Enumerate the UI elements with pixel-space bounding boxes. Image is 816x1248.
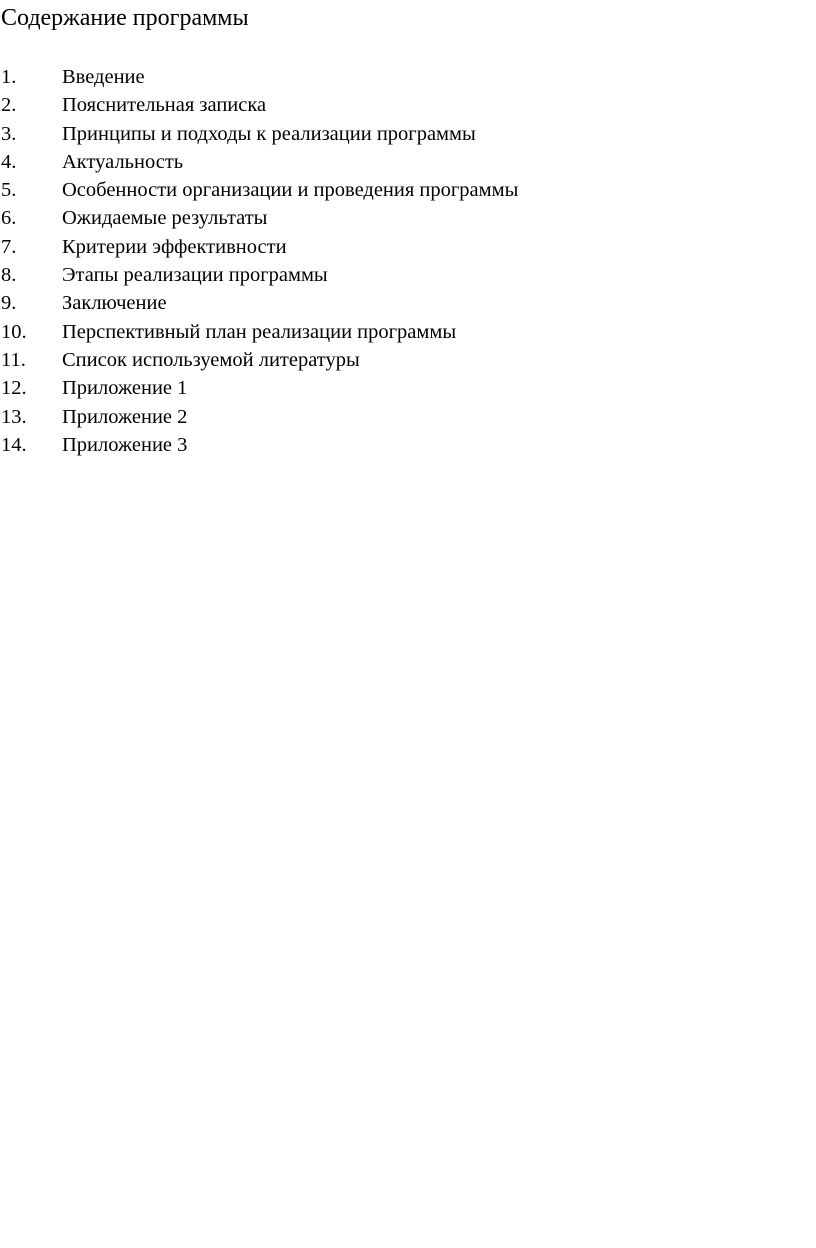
toc-item-number: 5. <box>1 179 17 202</box>
toc-item-label: Приложение 3 <box>62 433 188 456</box>
toc-item-label: Введение <box>62 66 145 88</box>
toc-item-label: Приложение 2 <box>62 405 188 428</box>
toc-item-number: 3. <box>1 122 17 145</box>
toc-item-number: 14. <box>1 433 27 456</box>
toc-item <box>1 374 518 402</box>
toc-item-number: 13. <box>1 405 27 428</box>
toc-item <box>1 233 518 261</box>
toc-item <box>1 91 518 119</box>
toc-item <box>1 204 518 232</box>
toc-item-number: 2. <box>1 94 17 117</box>
toc-item-number: 8. <box>1 264 17 287</box>
toc-item-number: 4. <box>1 150 17 173</box>
toc-item-number: 1. <box>1 66 17 88</box>
toc-item <box>1 289 518 317</box>
toc-item-label: Принципы и подходы к реализации программы <box>62 122 476 145</box>
toc-item <box>1 63 518 91</box>
toc-item-label: Ожидаемые результаты <box>62 207 268 230</box>
toc-item-label: Этапы реализации программы <box>62 264 328 287</box>
toc-item <box>1 346 518 374</box>
toc-item-label: Актуальность <box>62 150 184 173</box>
toc-item-number: 7. <box>1 235 17 258</box>
toc-item <box>1 176 518 204</box>
toc-item-label: Особенности организации и проведения программы <box>62 179 519 202</box>
page-title: Содержание программы <box>1 5 249 31</box>
toc-item <box>1 120 518 148</box>
toc-item-number: 10. <box>1 320 27 343</box>
table-of-contents <box>1 63 518 459</box>
toc-item-label: Список используемой литературы <box>62 348 360 371</box>
toc-item <box>1 403 518 431</box>
toc-item-number: 11. <box>1 348 26 371</box>
toc-item-number: 6. <box>1 207 17 230</box>
toc-item-label: Перспективный план реализации программы <box>62 320 457 343</box>
toc-item-label: Заключение <box>62 292 167 315</box>
toc-item <box>1 261 518 289</box>
toc-item-label: Критерии эффективности <box>62 235 287 258</box>
toc-item-number: 12. <box>1 377 27 400</box>
toc-item-label: Приложение 1 <box>62 377 188 400</box>
toc-item-label: Пояснительная записка <box>62 94 267 117</box>
toc-item <box>1 148 518 176</box>
toc-item-number: 9. <box>1 292 17 315</box>
toc-item <box>1 431 518 459</box>
toc-item <box>1 318 518 346</box>
